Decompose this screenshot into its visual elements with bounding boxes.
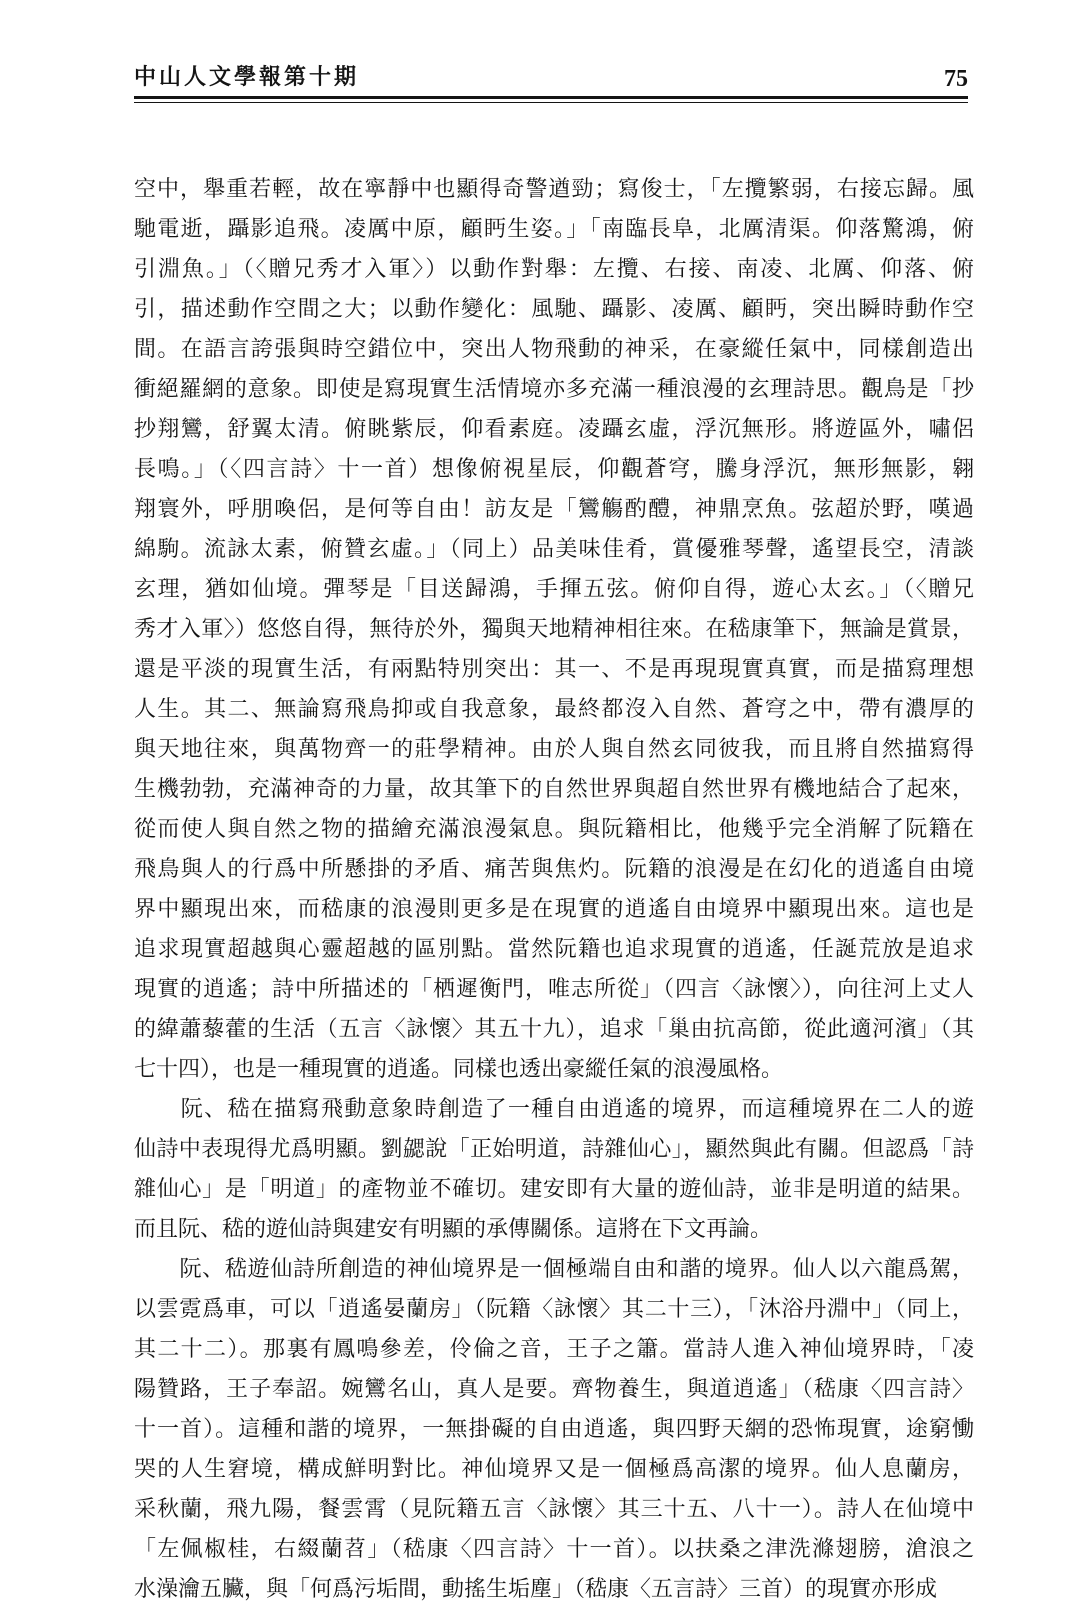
text-line: 陽贊路，王子奉詔。婉鸞名山，真人是要。齊物養生，與道逍遙」（嵇康〈四言詩〉 (134, 1377, 974, 1402)
text-line: 水澡瀹五臟，與「何爲污垢間，動搖生垢塵」（嵇康〈五言詩〉三首）的現實亦形成 (134, 1577, 938, 1602)
text-line: 還是平淡的現實生活，有兩點特別突出：其一、不是再現現實真實，而是描寫理想 (134, 657, 974, 682)
text-line: 引，描述動作空間之大；以動作變化：風馳、躡影、凌厲、顧眄，突出瞬時動作空 (134, 297, 974, 322)
text-line: 阮、嵇在描寫飛動意象時創造了一種自由逍遙的境界，而這種境界在二人的遊 (134, 1097, 974, 1122)
text-line: 雜仙心」是「明道」的產物並不確切。建安即有大量的遊仙詩，並非是明道的結果。 (134, 1177, 974, 1202)
paragraph (134, 1090, 974, 1250)
text-line: 以雲霓爲車，可以「逍遙晏蘭房」（阮籍〈詠懷〉其二十三），「沐浴丹淵中」（同上， (134, 1297, 974, 1322)
text-line: 阮、嵇遊仙詩所創造的神仙境界是一個極端自由和諧的境界。仙人以六龍爲駕， (134, 1257, 974, 1282)
text-line: 十一首）。這種和諧的境界，一無掛礙的自由逍遙，與四野天網的恐怖現實，途窮慟 (134, 1417, 974, 1442)
text-line: 仙詩中表現得尤爲明顯。劉勰說「正始明道，詩雜仙心」，顯然與此有關。但認爲「詩 (134, 1137, 974, 1162)
text-line: 追求現實超越與心靈超越的區別點。當然阮籍也追求現實的逍遙，任誕荒放是追求 (134, 937, 974, 962)
header-rule (134, 96, 968, 99)
text-line: 玄理，猶如仙境。彈琴是「目送歸鴻，手揮五弦。俯仰自得，遊心太玄。」（〈贈兄 (134, 577, 974, 602)
paragraph (134, 1250, 974, 1610)
text-line: 七十四），也是一種現實的逍遙。同樣也透出豪縱任氣的浪漫風格。 (134, 1057, 784, 1082)
text-line: 空中，舉重若輕，故在寧靜中也顯得奇警遒勁；寫俊士，「左攬繁弱，右接忘歸。風 (134, 177, 974, 202)
text-line: 馳電逝，躡影追飛。凌厲中原，顧眄生姿。」「南臨長阜，北厲清渠。仰落驚鴻，俯 (134, 217, 974, 242)
header-rule-thin (134, 102, 968, 103)
running-header (134, 54, 968, 98)
text-line: 衝絕羅網的意象。即使是寫現實生活情境亦多充滿一種浪漫的玄理詩思。觀鳥是「抄 (134, 377, 974, 402)
text-line: 長鳴。」（〈四言詩〉十一首）想像俯視星辰，仰觀蒼穹，騰身浮沉，無形無影，翱 (134, 457, 974, 482)
text-line: 引淵魚。」（〈贈兄秀才入軍〉）以動作對舉：左攬、右接、南凌、北厲、仰落、俯 (134, 257, 974, 282)
text-line: 飛鳥與人的行爲中所懸掛的矛盾、痛苦與焦灼。阮籍的浪漫是在幻化的逍遙自由境 (134, 857, 974, 882)
text-line: 人生。其二、無論寫飛鳥抑或自我意象，最終都沒入自然、蒼穹之中，帶有濃厚的 (134, 697, 974, 722)
text-line: 與天地往來，與萬物齊一的莊學精神。由於人與自然玄同彼我，而且將自然描寫得 (134, 737, 974, 762)
paragraph (134, 170, 974, 1090)
text-line: 從而使人與自然之物的描繪充滿浪漫氣息。與阮籍相比，他幾乎完全消解了阮籍在 (134, 817, 974, 842)
text-line: 抄翔鸞，舒翼太清。俯眺紫辰，仰看素庭。凌躡玄虛，浮沉無形。將遊區外，嘯侶 (134, 417, 974, 442)
text-line: 秀才入軍〉）悠悠自得，無待於外，獨與天地精神相往來。在嵇康筆下，無論是賞景， (134, 617, 974, 642)
text-line: 而且阮、嵇的遊仙詩與建安有明顯的承傳關係。這將在下文再論。 (134, 1217, 773, 1242)
journal-title: 中山人文學報第十期 (134, 64, 360, 90)
body-text (134, 170, 974, 1610)
text-line: 哭的人生窘境，構成鮮明對比。神仙境界又是一個極爲高潔的境界。仙人息蘭房， (134, 1457, 974, 1482)
text-line: 翔寰外，呼朋喚侶，是何等自由！訪友是「鸞觴酌醴，神鼎烹魚。弦超於野，嘆過 (134, 497, 974, 522)
text-line: 的緯蕭藜藿的生活（五言〈詠懷〉其五十九），追求「巢由抗高節，從此適河濱」（其 (134, 1017, 974, 1042)
text-line: 其二十二）。那裏有鳳鳴參差，伶倫之音，王子之簫。當詩人進入神仙境界時，「凌 (134, 1337, 974, 1362)
text-line: 綿駒。流詠太素，俯贊玄虛。」（同上）品美味佳肴，賞優雅琴聲，遙望長空，清談 (134, 537, 974, 562)
text-line: 間。在語言誇張與時空錯位中，突出人物飛動的神采，在豪縱任氣中，同樣創造出 (134, 337, 974, 362)
text-line: 采秋蘭，飛九陽，餐雲霄（見阮籍五言〈詠懷〉其三十五、八十一）。詩人在仙境中 (134, 1497, 974, 1522)
text-line: 現實的逍遙；詩中所描述的「栖遲衡門，唯志所從」（四言〈詠懷〉），向往河上丈人 (134, 977, 974, 1002)
page-number: 75 (944, 66, 968, 92)
text-line: 界中顯現出來，而嵇康的浪漫則更多是在現實的逍遙自由境界中顯現出來。這也是 (134, 897, 974, 922)
text-line: 「左佩椒桂，右綴蘭苕」（嵇康〈四言詩〉十一首）。以扶桑之津洗滌翅膀，滄浪之 (134, 1537, 974, 1562)
text-line: 生機勃勃，充滿神奇的力量，故其筆下的自然世界與超自然世界有機地結合了起來， (134, 777, 974, 802)
